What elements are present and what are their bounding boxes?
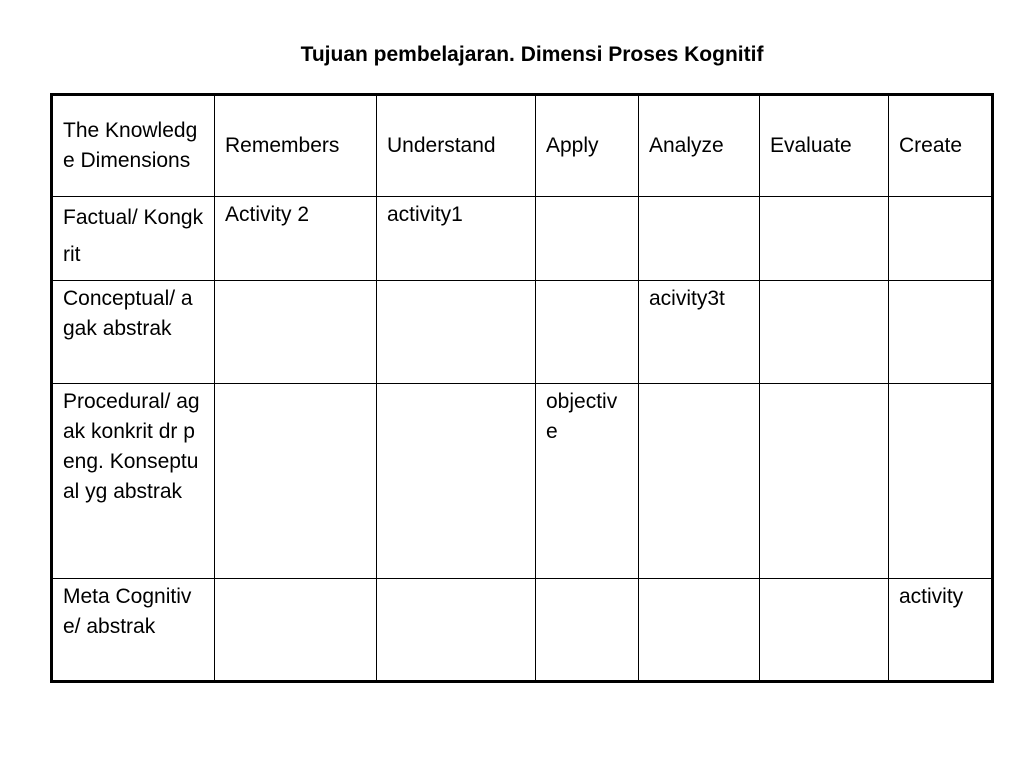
table-cell	[215, 579, 377, 682]
row-label: Meta Cognitive/ abstrak	[52, 579, 215, 682]
table-row	[52, 384, 993, 579]
table-cell	[377, 579, 536, 682]
table-cell: activity	[889, 579, 993, 682]
table-row	[52, 197, 993, 281]
table-header-row	[52, 95, 993, 197]
table-cell	[536, 281, 639, 384]
slide-title: Tujuan pembelajaran. Dimensi Proses Kognitif	[300, 43, 764, 66]
table-cell	[536, 579, 639, 682]
table-cell	[760, 197, 889, 281]
table-cell: acivity3t	[639, 281, 760, 384]
table-cell	[536, 197, 639, 281]
table-cell	[760, 281, 889, 384]
table-cell	[889, 197, 993, 281]
knowledge-process-table	[50, 93, 994, 683]
row-label: Procedural/ agak konkrit dr peng. Konseptual yg abstrak	[52, 384, 215, 579]
column-header: Apply	[536, 95, 639, 197]
corner-header-cell: The Knowledge Dimensions	[52, 95, 215, 197]
table-cell	[639, 197, 760, 281]
table-cell: Activity 2	[215, 197, 377, 281]
column-header: Evaluate	[760, 95, 889, 197]
column-header: Understand	[377, 95, 536, 197]
row-label: Factual/ Kongkrit	[52, 197, 215, 281]
table-cell: activity1	[377, 197, 536, 281]
table-cell	[377, 281, 536, 384]
table-cell	[377, 384, 536, 579]
table-cell	[760, 579, 889, 682]
row-label: Conceptual/ agak abstrak	[52, 281, 215, 384]
table-cell	[889, 281, 993, 384]
table-cell	[889, 384, 993, 579]
column-header: Analyze	[639, 95, 760, 197]
table-cell	[639, 579, 760, 682]
table-cell	[639, 384, 760, 579]
column-header: Remembers	[215, 95, 377, 197]
table-row	[52, 579, 993, 682]
table-cell	[760, 384, 889, 579]
table-cell	[215, 384, 377, 579]
column-header: Create	[889, 95, 993, 197]
table-cell	[215, 281, 377, 384]
table-row	[52, 281, 993, 384]
table-cell: objective	[536, 384, 639, 579]
